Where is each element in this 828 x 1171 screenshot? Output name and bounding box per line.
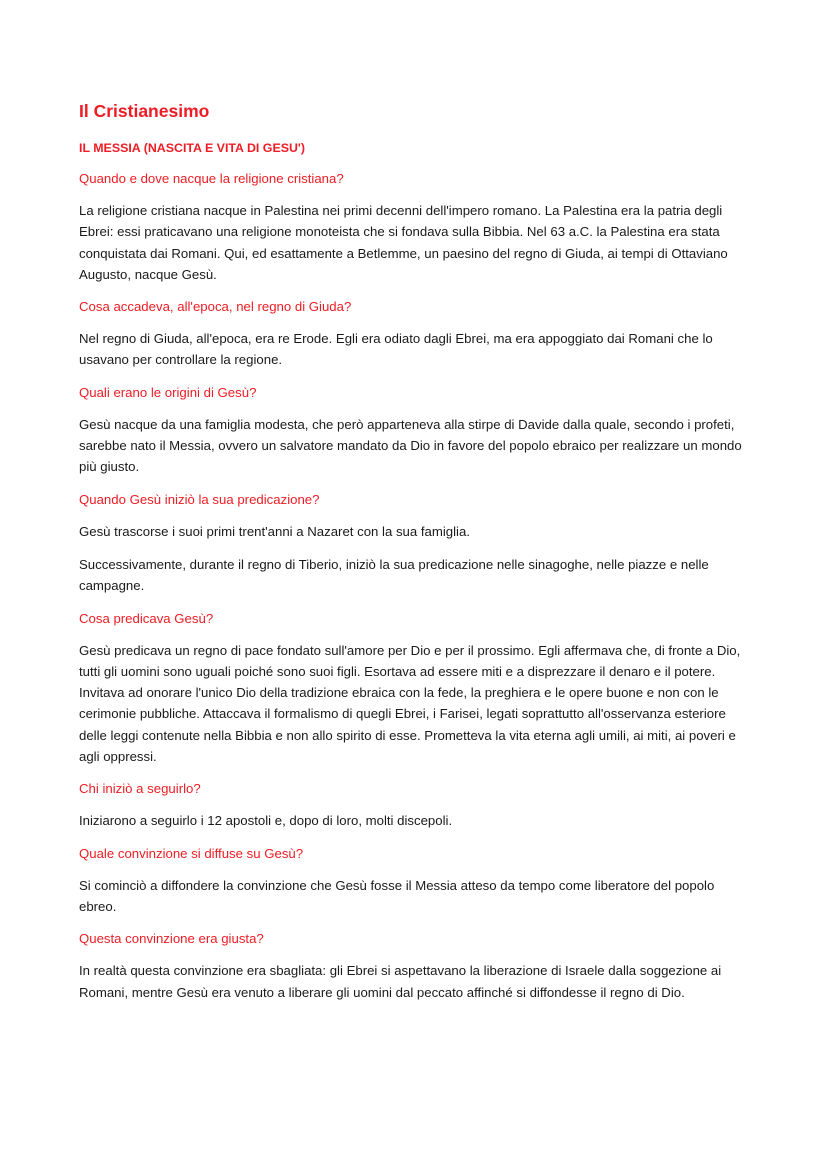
answer-paragraph: Gesù predicava un regno di pace fondato sull'amore per Dio e per il prossimo. Egli affermava che, di fronte a Dio, tutti gli uomini sono uguali poiché sono suoi figli. Esortava ad essere miti e a disprezzare il denaro e il potere. Invitava ad onorare l'unico Dio della tradizione ebraica con la fede, la preghiera e le opere buone e non con le cerimonie pubbliche. Attaccava il formalismo di quegli Ebrei, i Farisei, legati soprattutto all'osservanza esteriore delle leggi contenute nella Bibbia e non allo spirito di esse. Prometteva la vita eterna agli umili, ai miti, ai poveri e agli oppressi. bbox=[79, 642, 741, 765]
qa-section-4 bbox=[79, 490, 751, 597]
answer-paragraph: Gesù trascorse i suoi primi trent'anni a Nazaret con la sua famiglia. bbox=[79, 523, 470, 539]
qa-section-8 bbox=[79, 929, 751, 1003]
question-heading: Quali erano le origini di Gesù? bbox=[79, 384, 257, 400]
qa-section-1 bbox=[79, 169, 751, 285]
page-title: Il Cristianesimo bbox=[79, 101, 210, 121]
question-heading: Quale convinzione si diffuse su Gesù? bbox=[79, 845, 304, 861]
question-heading: Quando e dove nacque la religione cristiana? bbox=[79, 171, 344, 186]
answer-paragraph: La religione cristiana nacque in Palestina nei primi decenni dell'impero romano. La Palestina era la patria degli Ebrei: essi praticavano una religione monoteista che si fondava sulla Bibbia. Nel 63 a.C. la Palestina era stata conquistata dai Romani. Qui, ed esattamente a Betlemme, un paesino del regno di Giuda, ai tempi di Ottaviano Augusto, nacque Gesù. bbox=[79, 203, 728, 282]
question-heading: Chi iniziò a seguirlo? bbox=[79, 781, 201, 797]
answer-paragraph: Gesù nacque da una famiglia modesta, che però apparteneva alla stirpe di Davide dalla quale, secondo i profeti, sarebbe nato il Messia, ovvero un salvatore mandato da Dio in favore del popolo ebraico per realizzare un mondo più giusto. bbox=[79, 416, 742, 475]
answer-paragraph: Nel regno di Giuda, all'epoca, era re Erode. Egli era odiato dagli Ebrei, ma era appoggiato dai Romani che lo usavano per controllare la regione. bbox=[79, 331, 713, 368]
answer-paragraph: In realtà questa convinzione era sbagliata: gli Ebrei si aspettavano la liberazione di Israele dalla soggezione ai Romani, mentre Gesù era venuto a liberare gli uomini dal peccato affinché si diffondesse il regno di Dio. bbox=[79, 963, 722, 1000]
question-heading: Cosa predicava Gesù? bbox=[79, 610, 214, 626]
question-heading: Quando Gesù iniziò la sua predicazione? bbox=[79, 491, 320, 507]
qa-section-5 bbox=[79, 609, 751, 768]
qa-section-7 bbox=[79, 844, 751, 918]
answer-paragraph: Iniziarono a seguirlo i 12 apostoli e, dopo di loro, molti discepoli. bbox=[79, 813, 453, 829]
question-heading: Cosa accadeva, all'epoca, nel regno di Giuda? bbox=[79, 299, 352, 315]
answer-paragraph: Si cominciò a diffondere la convinzione che Gesù fosse il Messia atteso da tempo come liberatore del popolo ebreo. bbox=[79, 877, 715, 914]
question-heading: Questa convinzione era giusta? bbox=[79, 931, 264, 947]
section-subtitle: IL MESSIA (NASCITA E VITA DI GESU') bbox=[79, 141, 305, 155]
qa-section-3 bbox=[79, 383, 751, 478]
qa-section-2 bbox=[79, 297, 751, 371]
document-page bbox=[79, 98, 751, 1015]
qa-section-6 bbox=[79, 779, 751, 831]
answer-paragraph: Successivamente, durante il regno di Tiberio, iniziò la sua predicazione nelle sinagoghe, nelle piazze e nelle campagne. bbox=[79, 556, 709, 594]
